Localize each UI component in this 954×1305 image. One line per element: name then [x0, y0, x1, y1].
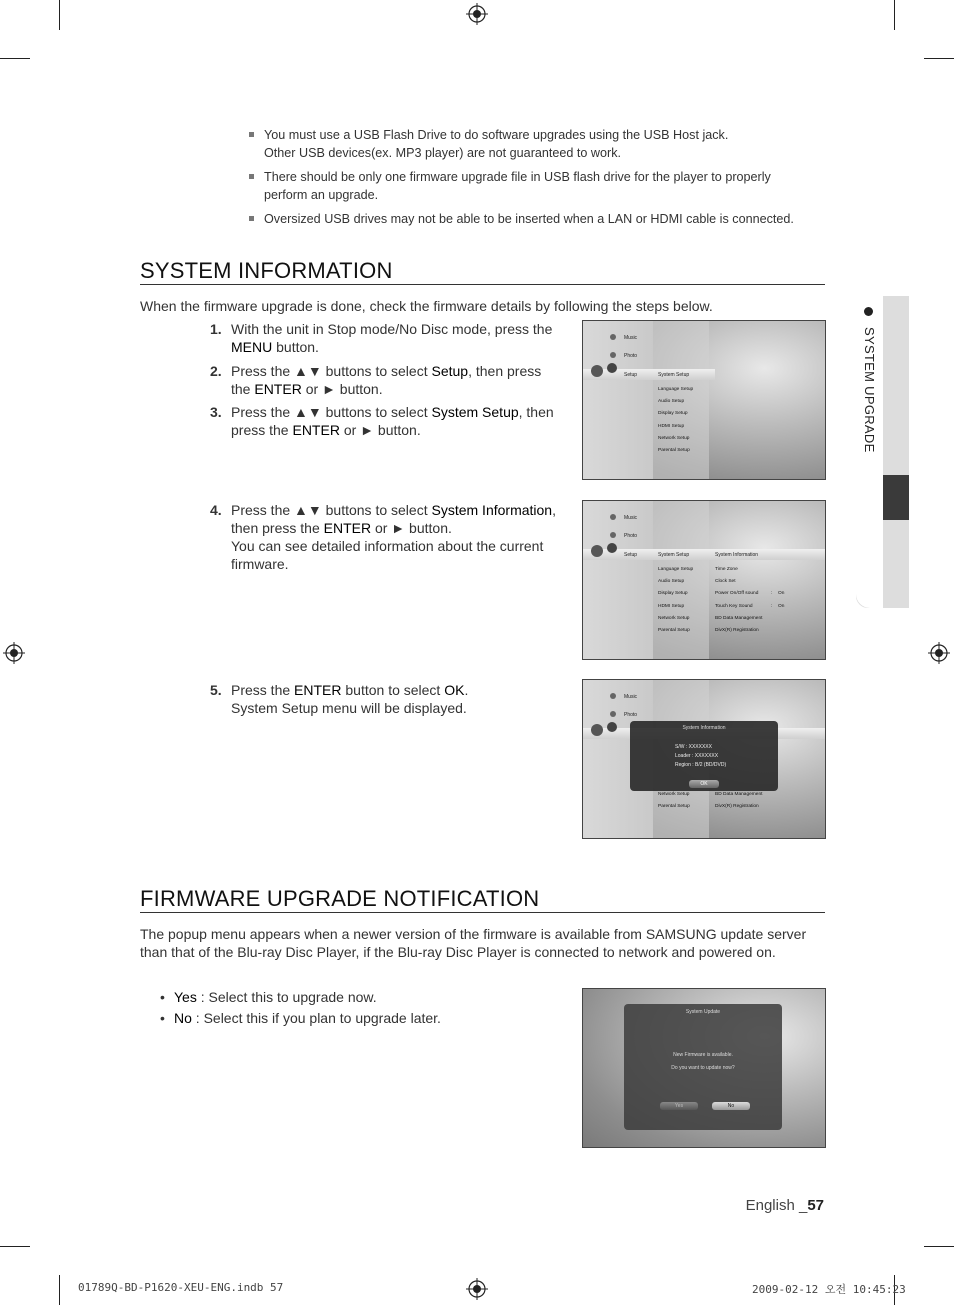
bullet-dot-icon: • [160, 1010, 165, 1026]
crop-mark [59, 0, 60, 30]
no-button[interactable]: No [712, 1102, 750, 1110]
registration-mark-icon [928, 642, 950, 664]
system-information-popup: System Information S/W : XXXXXXX Loader : XXXXXXX Region : B/2 (BD/DVD) OK [630, 721, 778, 791]
square-bullet-icon [249, 132, 254, 137]
photo-icon [610, 352, 616, 358]
note-item: There should be only one firmware upgrade file in USB flash drive for the player to properly perform an upgrade. [246, 168, 806, 204]
screenshot-system-setup: Music Photo Setup System Setup System Information Language Setup Audio Setup Display Setup HDMI Setup Network Setup Parental Setup Time Zone Clock Set Power On/Off sound : On Touch Key Sound : On BD Data Management DivX(R) Registration [582, 500, 826, 660]
section-rule [140, 284, 825, 285]
setup-disc-icon [591, 545, 603, 557]
crop-mark [924, 1246, 954, 1247]
music-icon [610, 514, 616, 520]
setup-disc-icon [591, 365, 603, 377]
note-item: You must use a USB Flash Drive to do software upgrades using the USB Host jack. Other USB devices(ex. MP3 player) are not guaranteed to work. [246, 126, 806, 162]
registration-mark-icon [466, 1278, 488, 1300]
side-tab-marker [883, 475, 909, 520]
registration-mark-icon [3, 642, 25, 664]
ok-button[interactable]: OK [689, 780, 719, 788]
print-file-info: 01789Q-BD-P1620-XEU-ENG.indb 57 [78, 1281, 284, 1294]
crop-mark [894, 0, 895, 30]
music-icon [610, 693, 616, 699]
gear-icon [607, 722, 617, 732]
section-title: SYSTEM INFORMATION [140, 258, 393, 283]
step-3: 3. Press the ▲▼ buttons to select System Setup, then press the ENTER or ► button. [210, 404, 554, 438]
photo-icon [610, 711, 616, 717]
setup-disc-icon [591, 724, 603, 736]
crop-mark [0, 58, 30, 59]
print-date: 2009-02-12 오전 10:45:23 [752, 1283, 906, 1296]
square-bullet-icon [249, 216, 254, 221]
section-title: FIRMWARE UPGRADE NOTIFICATION [140, 886, 540, 911]
page-number: English _57 [745, 1197, 824, 1214]
side-tab-label: SYSTEM UPGRADE [862, 327, 877, 453]
gear-icon [607, 543, 617, 553]
bullet-dot-icon: • [160, 989, 165, 1005]
step-5: 5. Press the ENTER button to select OK. System Setup menu will be displayed. [210, 682, 469, 716]
registration-mark-icon [466, 3, 488, 25]
step-2: 2. Press the ▲▼ buttons to select Setup, then press the ENTER or ► button. [210, 363, 542, 397]
music-icon [610, 334, 616, 340]
step-4: 4. Press the ▲▼ buttons to select System Information, then press the ENTER or ► button. You can see detailed information about the current firmware. [210, 502, 556, 572]
screenshot-system-update [582, 988, 826, 1148]
section-intro: When the firmware upgrade is done, check the firmware details by following the steps below. [140, 298, 713, 314]
step-1: 1. With the unit in Stop mode/No Disc mode, press the MENU button. [210, 321, 553, 355]
screenshot-system-information: Music Photo Network Setup Parental Setup BD Data Management DivX(R) Registration System Information S/W : XXXXXXX Loader : XXXXXXX Region : B/2 (BD/DVD) OK [582, 679, 826, 839]
section-intro: The popup menu appears when a newer version of the firmware is available from SAMSUNG update server than that of the Blu-ray Disc Player, if the Blu-ray Disc Player is connected to network and powered on. [140, 926, 807, 960]
crop-mark [924, 58, 954, 59]
chapter-dot-icon [864, 307, 873, 316]
crop-mark [0, 1246, 30, 1247]
note-item: Oversized USB drives may not be able to be inserted when a LAN or HDMI cable is connected. [246, 210, 806, 228]
bullet-yes: • Yes : Select this to upgrade now. [160, 989, 377, 1005]
system-update-popup: System Update New Firmware is available. Do you want to update now? Yes No [624, 1004, 782, 1130]
yes-button[interactable]: Yes [660, 1102, 698, 1110]
bullet-no: • No : Select this if you plan to upgrade later. [160, 1010, 441, 1026]
crop-mark [59, 1275, 60, 1305]
section-rule [140, 912, 825, 913]
notes-list [246, 126, 806, 234]
square-bullet-icon [249, 174, 254, 179]
screenshot-setup-menu: Music Photo Setup System Setup Language Setup Audio Setup Display Setup HDMI Setup Network Setup Parental Setup [582, 320, 826, 480]
gear-icon [607, 363, 617, 373]
photo-icon [610, 532, 616, 538]
